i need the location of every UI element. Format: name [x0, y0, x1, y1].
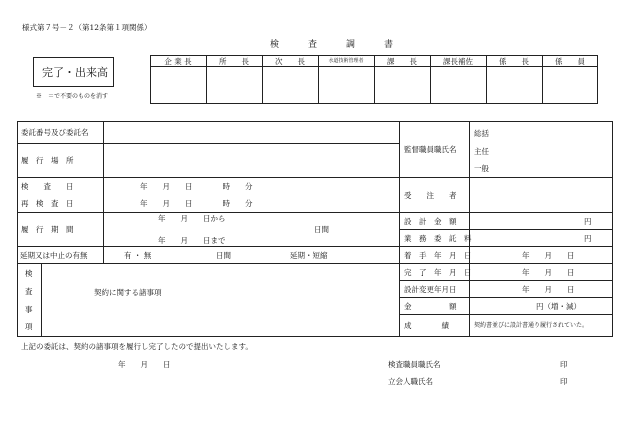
approval-header: 所 長: [219, 57, 249, 66]
witness-label: 立会人職氏名: [388, 377, 433, 386]
page-title: 検 査 調 書: [270, 40, 404, 50]
approval-header: 係 員: [555, 57, 585, 66]
approval-header: 水道技術管理者: [328, 58, 364, 64]
extension-label: 延期又は中止の有無: [20, 251, 88, 260]
extension-days: 日間: [216, 251, 231, 260]
extension-type: 延期・短縮: [290, 251, 328, 260]
contract-label: 委託番号及び委託名: [21, 128, 89, 137]
inspect-datetime: 年 月 日 時 分: [140, 182, 253, 191]
items-label-char: 事: [25, 305, 33, 314]
change-date-label: 設計変更年月日: [404, 285, 457, 294]
fee-label: 業 務 委 託 料: [404, 234, 472, 243]
approval-header: 企 業 長: [164, 57, 192, 66]
completion-text: 完了・出来高: [42, 66, 108, 79]
complete-date-label: 完 了 年 月 日: [404, 268, 472, 277]
items-label-char: 査: [25, 287, 33, 296]
period-to: 年 月 日まで: [158, 236, 226, 245]
supervisor-general: 総括: [474, 129, 489, 138]
result-value: 契約書並びに設計書通り履行されていた。: [474, 322, 589, 329]
result-label: 成 績: [404, 321, 449, 330]
items-text: 契約に関する諸事項: [94, 288, 162, 297]
contractor-label: 受 注 者: [404, 191, 457, 200]
approval-header: 課長補佐: [443, 57, 473, 66]
fee-unit: 円: [584, 234, 592, 243]
approval-header: 次 長: [275, 57, 305, 66]
reinspect-date-label: 再 検 査 日: [21, 199, 74, 208]
reinspect-datetime: 年 月 日 時 分: [140, 199, 253, 208]
witness-seal: 印: [560, 377, 568, 386]
place-label: 履 行 場 所: [21, 156, 74, 165]
items-label-char: 項: [25, 322, 33, 331]
completion-box: [33, 57, 114, 87]
items-label-char: 検: [25, 269, 33, 278]
submission-date: 年 月 日: [118, 360, 171, 369]
complete-date-value: 年 月 日: [522, 268, 575, 277]
statement: 上記の委託は、契約の諸事項を履行し完了したので提出いたします。: [21, 342, 253, 351]
design-amount-label: 設 計 金 額: [404, 217, 457, 226]
supervisor-normal: 一般: [474, 164, 489, 173]
inspect-date-label: 検 査 日: [21, 182, 74, 191]
period-days: 日間: [314, 225, 329, 234]
supervisor-chief: 主任: [474, 147, 489, 156]
amount-label: 金 額: [404, 302, 457, 311]
extension-yesno: 有 ・ 無: [124, 251, 152, 260]
amount-value: 円（増・減）: [536, 302, 581, 311]
inspector-seal: 印: [560, 360, 568, 369]
start-date-value: 年 月 日: [522, 251, 575, 260]
period-from: 年 月 日から: [158, 214, 226, 223]
approval-header: 課 長: [387, 57, 417, 66]
note: ※ ＝で不要のものを消す: [36, 93, 109, 100]
approval-header: 係 長: [499, 57, 529, 66]
period-label: 履 行 期 間: [21, 225, 74, 234]
inspector-label: 検査職員職氏名: [388, 360, 441, 369]
change-date-value: 年 月 日: [522, 285, 575, 294]
form-id: 様式第７号－２（第12条第１項関係）: [22, 23, 152, 32]
supervisor-label: 監督職員職氏名: [404, 145, 457, 154]
design-amount-unit: 円: [584, 217, 592, 226]
start-date-label: 着 手 年 月 日: [404, 251, 472, 260]
